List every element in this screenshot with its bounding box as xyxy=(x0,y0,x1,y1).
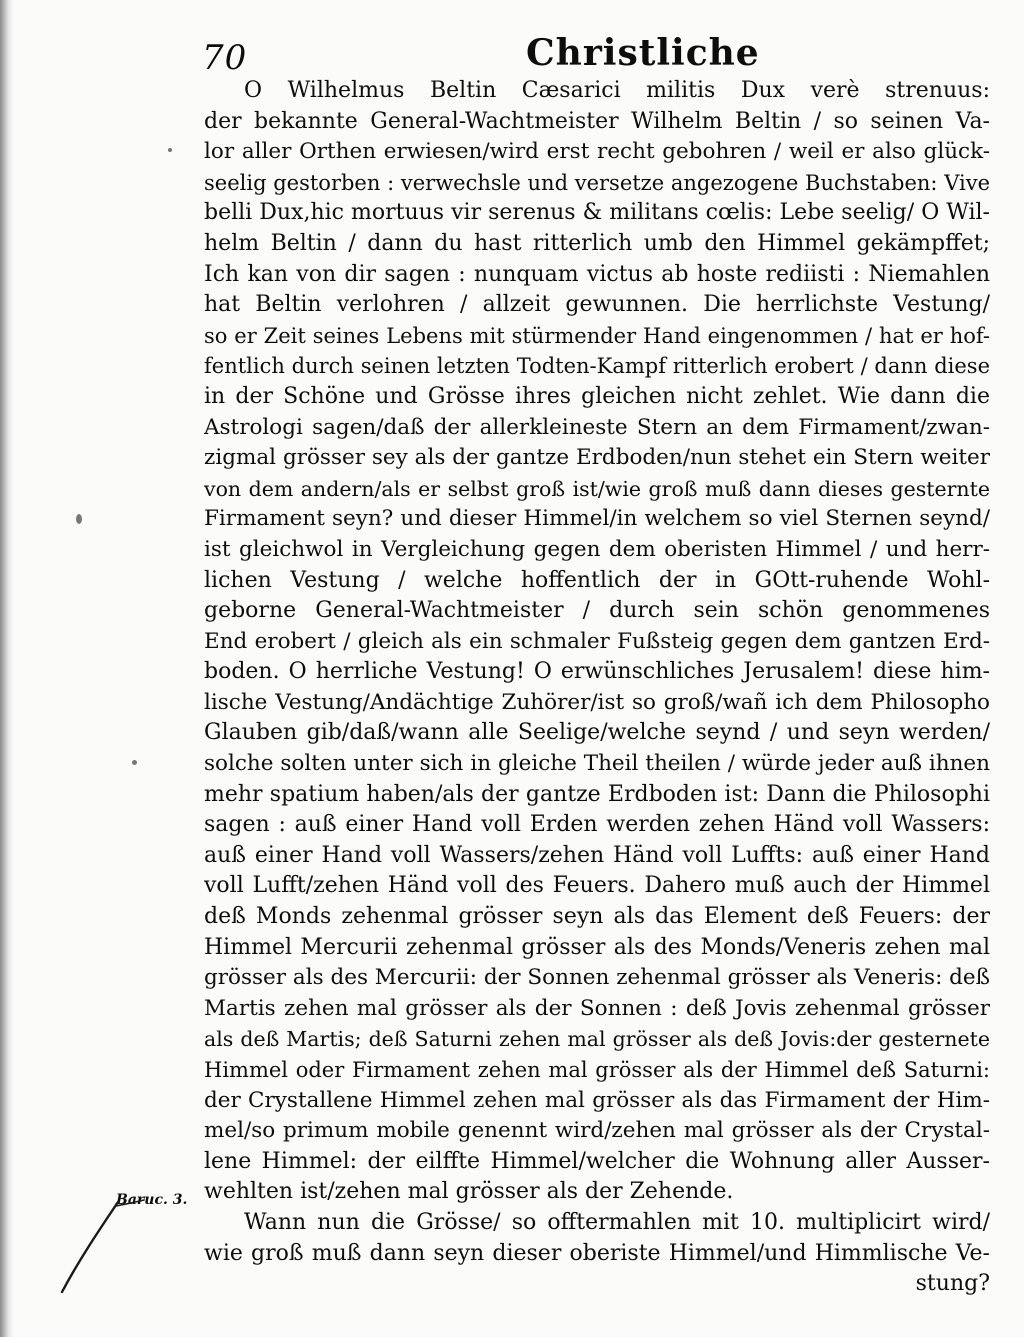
text-line: hat Beltin verlohren / allzeit gewunnen. Die herrlichste Vestung/ xyxy=(204,292,990,318)
text-line: voll Lufft/zehen Händ voll des Feuers. Dahero muß auch der Himmel xyxy=(204,873,990,899)
body-text xyxy=(204,76,990,1300)
text-line: End erobert / gleich als ein schmaler Fußsteig gegen dem gantzen Erd- xyxy=(204,628,990,654)
text-line: Martis zehen mal grösser als der Sonnen : deß Jovis zehenmal grösser xyxy=(204,995,990,1021)
text-line: O Wilhelmus Beltin Cæsarici militis Dux verè strenuus: xyxy=(244,78,990,103)
text-line: Ich kan von dir sagen : nunquam victus ab hoste rediisti : Niemahlen xyxy=(204,261,990,287)
text-line: Firmament seyn? und dieser Himmel/in welchem so viel Sternen seynd/ xyxy=(204,506,990,532)
text-line: in der Schöne und Grösse ihres gleichen nicht zehlet. Wie dann die xyxy=(204,383,990,409)
text-line: boden. O herrliche Vestung! O erwünschliches Jerusalem! diese him- xyxy=(204,659,990,685)
running-title: Christliche xyxy=(526,32,760,74)
page-edge-shadow xyxy=(0,0,14,1337)
page-header xyxy=(196,28,986,78)
text-line: belli Dux,hic mortuus vir serenus & militans cœlis: Lebe seelig/ O Wil- xyxy=(204,200,990,226)
text-line: als deß Martis; deß Saturni zehen mal grösser als deß Jovis:der gesternete xyxy=(204,1027,990,1052)
text-line: Astrologi sagen/daß der allerkleineste Stern an dem Firmament/zwan- xyxy=(204,414,990,440)
text-line: lichen Vestung / welche hoffentlich der in GOtt-ruhende Wohl- xyxy=(204,567,990,593)
text-line: auß einer Hand voll Wassers/zehen Händ voll Luffts: auß einer Hand xyxy=(204,842,990,868)
text-line: solche solten unter sich in gleiche Theil theilen / würde jeder auß ihnen xyxy=(204,751,990,777)
text-line: Wann nun die Grösse/ so offtermahlen mit 10. multiplicirt wird/ xyxy=(244,1209,990,1235)
text-line: grösser als des Mercurii: der Sonnen zehenmal grösser als Veneris: deß xyxy=(204,965,990,991)
text-line: mel/so primum mobile genennt wird/zehen mal grösser als der Crystal- xyxy=(204,1118,990,1144)
text-line: sagen : auß einer Hand voll Erden werden zehen Händ voll Wassers: xyxy=(204,812,990,838)
text-line: Himmel Mercurii zehenmal grösser als des Monds/Veneris zehen mal xyxy=(204,934,990,960)
text-line: lor aller Orthen erwiesen/wird erst recht gebohren / weil er also glück- xyxy=(204,139,990,165)
text-line: helm Beltin / dann du hast ritterlich umb den Himmel gekämpffet; xyxy=(204,230,990,256)
text-line: zigmal grösser sey als der gantze Erdboden/nun stehet ein Stern weiter xyxy=(204,445,990,471)
text-line: geborne General-Wachtmeister / durch sein schön genommenes xyxy=(204,598,990,624)
paper-speck xyxy=(132,760,137,765)
text-line: Glauben gib/daß/wann alle Seelige/welche seynd / und seyn werden/ xyxy=(204,720,990,746)
paper-speck xyxy=(168,148,172,152)
text-line: ist gleichwol in Vergleichung gegen dem oberisten Himmel / und herr- xyxy=(204,536,990,562)
text-line: lische Vestung/Andächtige Zuhörer/ist so groß/wañ ich dem Philosopho xyxy=(204,689,990,715)
page-number: 70 xyxy=(202,38,248,78)
text-line: seelig gestorben : verwechsle und versetze angezogene Buchstaben: Vive xyxy=(204,170,990,195)
text-line: wehlten ist/zehen mal grösser als der Zehende. xyxy=(204,1179,734,1205)
text-line: mehr spatium haben/als der gantze Erdboden ist: Dann die Philosophi xyxy=(204,781,990,807)
text-line: der bekannte General-Wachtmeister Wilhelm Beltin / so seinen Va- xyxy=(204,108,990,134)
paper-speck xyxy=(76,514,82,524)
margin-ink-stroke xyxy=(40,1196,150,1306)
text-line: fentlich durch seinen letzten Todten-Kampf ritterlich erobert / dann diese xyxy=(204,354,990,379)
text-line: von dem andern/als er selbst groß ist/wie groß muß dann dieses gesternte xyxy=(204,476,990,501)
marginal-note: Baruc. 3. xyxy=(116,1192,188,1208)
text-line: der Crystallene Himmel zehen mal grösser als das Firmament der Him- xyxy=(204,1087,990,1113)
text-line: so er Zeit seines Lebens mit stürmender Hand eingenommen / hat er hof- xyxy=(204,323,990,348)
text-line: lene Himmel: der eilffte Himmel/welcher die Wohnung aller Ausser- xyxy=(204,1148,990,1174)
text-line: stung? xyxy=(915,1271,990,1297)
text-line: Himmel oder Firmament zehen mal grösser als der Himmel deß Saturni: xyxy=(204,1058,990,1082)
text-line: deß Monds zehenmal grösser seyn als das Element deß Feuers: der xyxy=(204,904,990,930)
text-line: wie groß muß dann seyn dieser oberiste Himmel/und Himmlische Ve- xyxy=(204,1240,990,1266)
